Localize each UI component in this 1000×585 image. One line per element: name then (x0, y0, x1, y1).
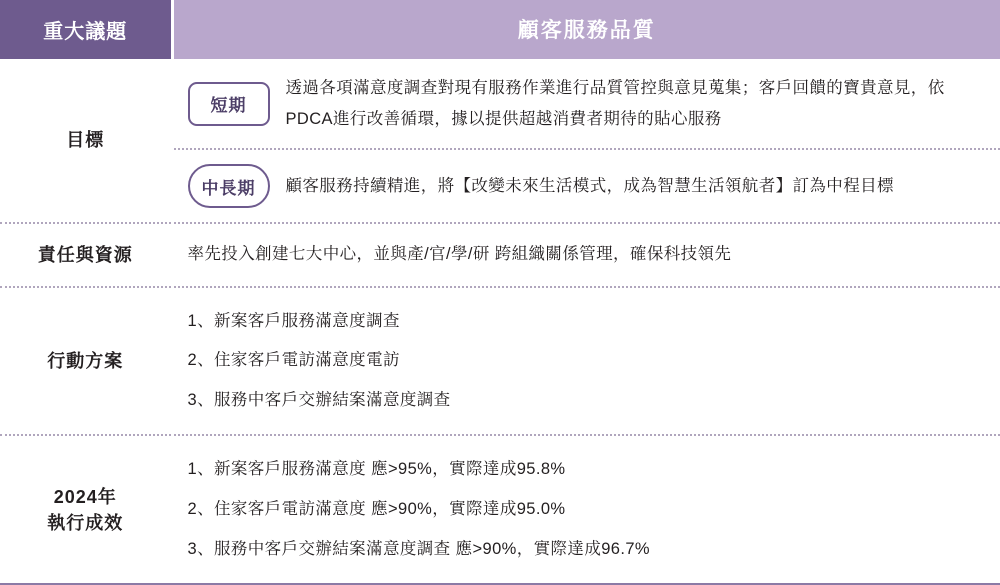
action-plan-list (174, 288, 1000, 435)
list-item: 3、服務中客戶交辦結案滿意度調查 應>90%，實際達成96.7% (187, 539, 651, 558)
goal-tag-short-term: 短期 (188, 82, 270, 126)
table-row (0, 223, 1000, 287)
goal-text-mid-long-term: 顧客服務持續精進，將【改變未來生活模式，成為智慧生活領航者】訂為中程目標 (285, 176, 894, 195)
list-item: 1、新案客戶服務滿意度調查 (187, 311, 400, 330)
table-row (0, 435, 1000, 583)
row-body-performance (172, 435, 1000, 583)
table-header-row (0, 0, 1000, 59)
table-row (0, 287, 1000, 436)
list-item: 3、服務中客戶交辦結案滿意度調查 (187, 390, 451, 409)
table-row (0, 59, 1000, 223)
row-label-performance (0, 435, 172, 583)
responsibility-text: 率先投入創建七大中心，並與產/官/學/研 跨組織關係管理，確保科技領先 (187, 245, 732, 264)
list-item: 2、住家客戶電訪滿意度 應>90%，實際達成95.0% (187, 499, 566, 518)
list-item: 2、住家客戶電訪滿意度電訪 (187, 351, 400, 370)
row-label-performance-year: 2024年 (53, 486, 117, 507)
row-body-action-plan (172, 287, 1000, 436)
goal-line-short-term (174, 59, 1000, 148)
row-label-responsibility: 責任與資源 (0, 223, 172, 287)
goal-block (174, 59, 1000, 222)
row-body-responsibility (172, 223, 1000, 287)
list-item: 1、新案客戶服務滿意度 應>95%，實際達成95.8% (187, 460, 566, 479)
header-title-cell: 顧客服務品質 (172, 0, 1000, 59)
performance-list (174, 436, 1000, 583)
goal-line-mid-long-term (174, 148, 1000, 222)
row-label-performance-text: 執行成效 (47, 512, 124, 533)
row-body-goal (172, 59, 1000, 223)
goal-text-short-term: 透過各項滿意度調查對現有服務作業進行品質管控與意見蒐集；客戶回饋的寶貴意見，依PDCA進行改善循環，據以提供超越消費者期待的貼心服務 (285, 79, 945, 128)
row-label-action-plan: 行動方案 (0, 287, 172, 436)
row-label-goal: 目標 (66, 130, 105, 151)
header-label-cell: 重大議題 (0, 0, 172, 59)
goal-tag-mid-long-term: 中長期 (188, 164, 270, 208)
